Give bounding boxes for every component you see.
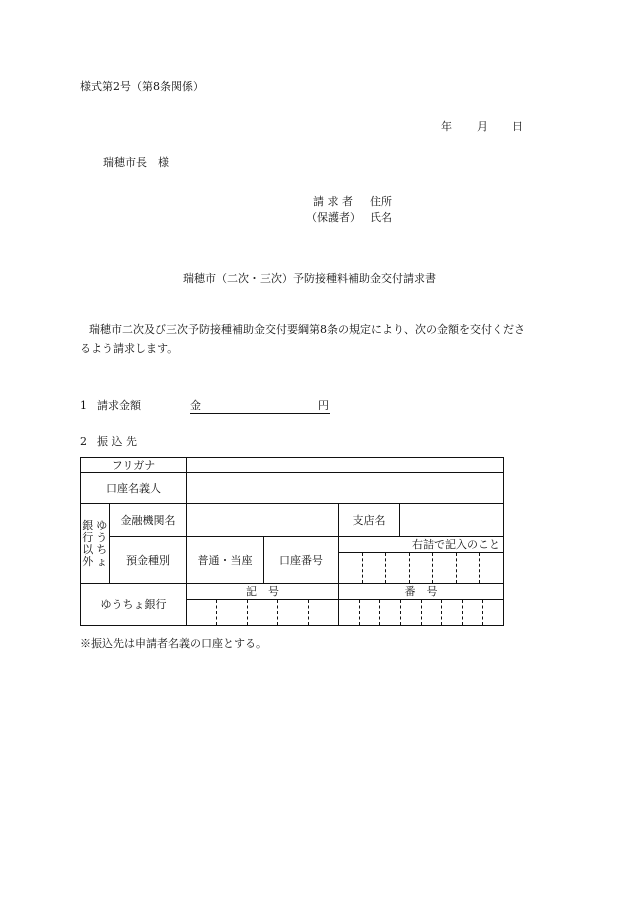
date-month: 月	[477, 120, 488, 133]
yucho-vertical-label: ゆ う ち ょ	[95, 504, 110, 584]
document-title: 瑞穂市（二次・三次）予防接種料補助金交付請求書	[183, 272, 436, 285]
item2-number: 2	[80, 435, 87, 448]
requester-label: 請 求 者	[313, 195, 353, 208]
account-holder-field[interactable]	[187, 473, 504, 504]
body-text-line2: るよう請求します。	[80, 342, 179, 355]
bank-transfer-table	[80, 457, 504, 626]
branch-field[interactable]	[400, 504, 504, 537]
deposit-type-options[interactable]: 普通・当座	[187, 537, 264, 584]
institution-label: 金融機関名	[110, 504, 187, 537]
item1-number: 1	[80, 399, 87, 412]
number-digits[interactable]	[339, 600, 503, 625]
form-number: 様式第2号（第8条関係）	[80, 80, 204, 93]
institution-field[interactable]	[187, 504, 339, 537]
amount-field[interactable]	[190, 398, 330, 414]
account-number-field[interactable]	[339, 537, 504, 584]
item2-label: 振 込 先	[97, 435, 137, 448]
branch-label: 支店名	[339, 504, 400, 537]
right-aligned-note: 右詰で記入のこと	[339, 537, 503, 553]
furigana-field[interactable]	[187, 458, 504, 473]
bank-other-label: 銀 行 以 外	[81, 504, 95, 584]
body-text-line1: 瑞穂市二次及び三次予防接種補助金交付要綱第8条の規定により、次の金額を交付くださ	[89, 323, 525, 336]
address-label: 住所	[370, 195, 392, 208]
yucho-number-field[interactable]	[339, 584, 504, 626]
date-day: 日	[512, 120, 523, 133]
account-number-digits[interactable]	[339, 553, 503, 583]
account-holder-label: 口座名義人	[81, 473, 187, 504]
footnote: ※振込先は申請者名義の口座とする。	[80, 637, 267, 650]
furigana-label: フリガナ	[81, 458, 187, 473]
yucho-symbol-field[interactable]	[187, 584, 339, 626]
deposit-type-label: 預金種別	[110, 537, 187, 584]
symbol-digits[interactable]	[187, 600, 338, 625]
number-label: 番 号	[339, 584, 503, 600]
yucho-bank-label: ゆうちょ銀行	[81, 584, 187, 626]
amount-prefix: 金	[190, 399, 201, 412]
item1-label: 請求金額	[97, 399, 141, 412]
date-year: 年	[441, 120, 452, 133]
addressee: 瑞穂市長 様	[103, 156, 169, 169]
guardian-label: （保護者）	[306, 211, 361, 224]
name-label: 氏名	[370, 211, 392, 224]
amount-suffix: 円	[318, 399, 329, 412]
symbol-label: 記 号	[187, 584, 338, 600]
account-number-label: 口座番号	[264, 537, 339, 584]
